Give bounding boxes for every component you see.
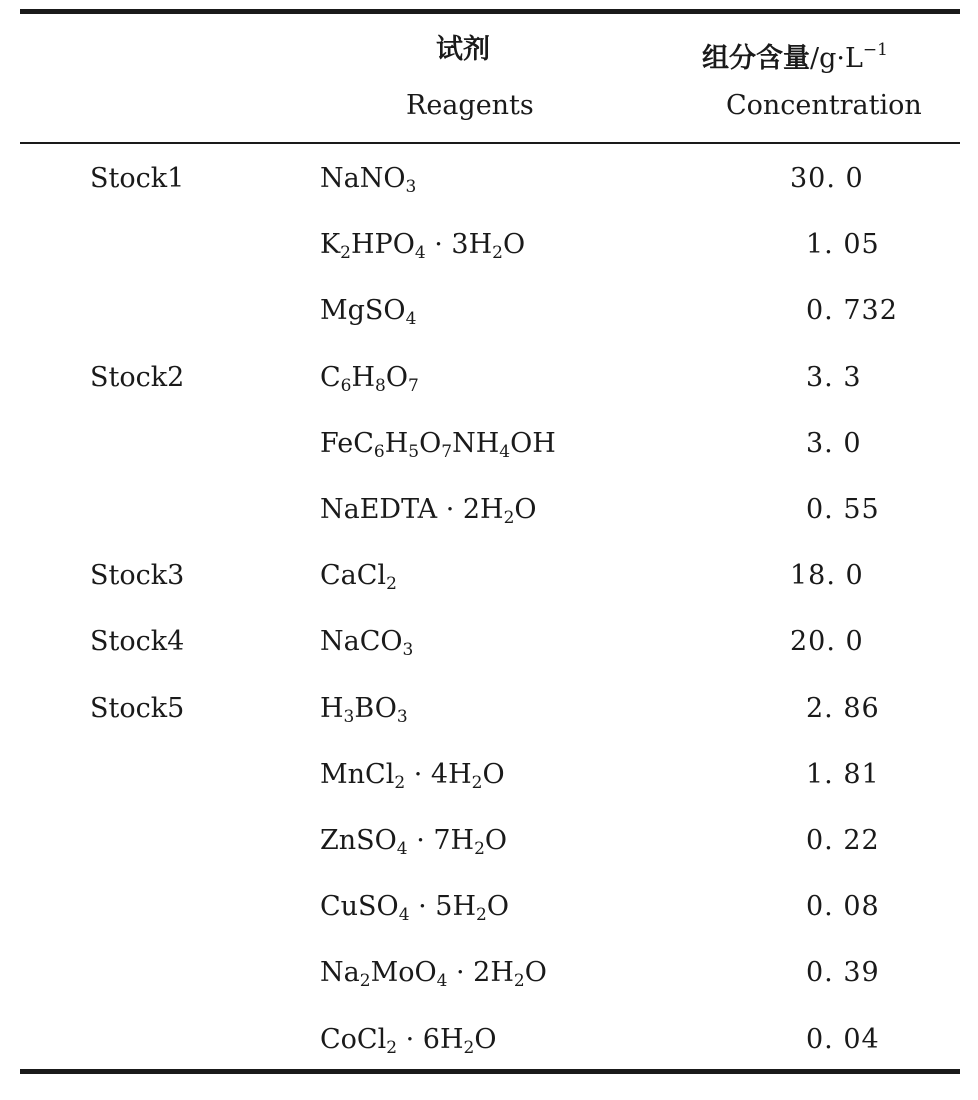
formula-text: O	[419, 427, 442, 459]
formula-subscript: 4	[499, 441, 511, 462]
concentration-value: 1. 81	[806, 758, 880, 790]
formula-text: · 5H	[409, 891, 476, 923]
reagent-formula	[320, 887, 509, 927]
concentration-value: 3. 3	[806, 361, 862, 393]
stock-label: Stock1	[90, 163, 185, 194]
formula-subscript: 6	[340, 375, 352, 396]
reagent-formula	[320, 689, 408, 729]
formula-subscript: 2	[503, 508, 515, 528]
table-row	[0, 277, 978, 343]
formula-text: NaNO	[320, 163, 406, 194]
reagent-formula	[320, 291, 416, 331]
table-row	[0, 542, 978, 608]
reagent-formula	[320, 953, 547, 993]
concentration-value: 20. 0	[790, 626, 864, 658]
stock-label: Stock4	[90, 626, 185, 658]
concentration-value: 30. 0	[790, 163, 864, 194]
header-reagents-cn: 试剂	[436, 34, 490, 65]
table-top-rule	[20, 9, 960, 14]
formula-text: MoO	[370, 957, 437, 989]
formula-text: O	[484, 825, 508, 856]
formula-subscript: 2	[463, 1037, 475, 1058]
table-row	[0, 211, 978, 277]
header-concentration-unit-text: /g·L	[810, 43, 863, 74]
formula-text: FeC	[320, 427, 374, 459]
reagent-formula	[320, 358, 419, 398]
reagent-formula	[320, 1020, 497, 1060]
formula-text: K	[320, 229, 341, 261]
formula-subscript: 2	[513, 971, 525, 992]
concentration-value: 3. 0	[806, 427, 862, 459]
formula-text: Na	[320, 957, 360, 989]
formula-text: O	[524, 957, 547, 989]
table-bottom-rule	[20, 1069, 960, 1074]
concentration-value: 18. 0	[790, 560, 864, 592]
formula-text: CuSO	[320, 891, 399, 923]
formula-text: NH	[452, 427, 500, 459]
table-row	[0, 145, 978, 211]
formula-subscript: 4	[398, 905, 410, 926]
reagent-formula	[320, 424, 556, 464]
formula-text: NaCO	[320, 626, 403, 658]
formula-subscript: 6	[373, 441, 385, 462]
table-row	[0, 939, 978, 1005]
formula-text: O	[486, 891, 509, 923]
formula-text: OH	[510, 427, 556, 459]
table-row	[0, 741, 978, 807]
formula-subscript: 2	[394, 772, 406, 793]
formula-subscript: 7	[441, 441, 453, 462]
formula-subscript: 7	[408, 375, 419, 396]
formula-subscript: 4	[436, 971, 448, 992]
concentration-value: 0. 04	[806, 1023, 880, 1055]
header-concentration-unit	[810, 40, 888, 74]
table-row	[0, 344, 978, 410]
formula-subscript: 3	[343, 706, 355, 727]
formula-subscript: 2	[386, 574, 397, 595]
formula-subscript: 3	[402, 640, 414, 661]
concentration-value: 0. 08	[806, 891, 880, 923]
header-reagents-en: Reagents	[406, 90, 534, 121]
reagent-formula	[320, 556, 397, 596]
concentration-value: 0. 39	[806, 957, 880, 989]
reagent-formula	[320, 755, 505, 795]
concentration-value: 2. 86	[806, 692, 880, 724]
formula-text: C	[320, 361, 341, 393]
header-concentration-en: Concentration	[726, 90, 922, 121]
formula-subscript: 3	[396, 706, 408, 727]
stock-label: Stock2	[90, 361, 185, 393]
table-row	[0, 410, 978, 476]
formula-text: · 7H	[407, 825, 475, 856]
header-concentration-cn	[702, 30, 888, 79]
header-concentration-unit-exp: −1	[862, 40, 888, 60]
formula-subscript: 4	[396, 839, 408, 859]
header-concentration-cn-text: 组分含量	[702, 43, 810, 74]
formula-subscript: 4	[405, 309, 417, 330]
table-row	[0, 675, 978, 741]
reagent-formula	[320, 622, 413, 662]
formula-subscript: 2	[471, 772, 483, 793]
formula-text: CaCl	[320, 560, 387, 592]
reagent-formula	[320, 225, 525, 265]
formula-text: MgSO	[320, 295, 406, 327]
formula-text: H	[351, 361, 376, 393]
reagent-formula	[320, 821, 507, 861]
concentration-value: 0. 732	[806, 295, 898, 327]
concentration-value: 0. 22	[806, 825, 880, 856]
formula-text: · 4H	[405, 758, 472, 790]
reagent-formula	[320, 159, 416, 199]
formula-subscript: 3	[405, 177, 417, 197]
stock-label: Stock5	[90, 692, 185, 724]
formula-subscript: 2	[340, 243, 351, 264]
formula-text: O	[503, 229, 526, 261]
concentration-value: 0. 55	[806, 494, 880, 525]
table-row	[0, 807, 978, 873]
formula-text: HPO	[351, 229, 415, 261]
formula-subscript: 2	[492, 243, 503, 264]
formula-text: ZnSO	[320, 825, 397, 856]
table-row	[0, 608, 978, 674]
formula-subscript: 2	[386, 1037, 398, 1058]
formula-text: H	[384, 427, 409, 459]
formula-text: · 6H	[397, 1023, 464, 1055]
formula-text: O	[482, 758, 505, 790]
formula-text: BO	[354, 692, 397, 724]
table-row	[0, 476, 978, 542]
formula-text: O	[385, 361, 409, 393]
formula-text: O	[514, 494, 537, 525]
formula-subscript: 4	[414, 243, 426, 264]
stock-label: Stock3	[90, 560, 185, 592]
formula-text: O	[474, 1023, 497, 1055]
formula-subscript: 5	[408, 441, 420, 462]
formula-text: NaEDTA · 2H	[320, 494, 504, 525]
formula-subscript: 2	[474, 839, 485, 859]
table-row	[0, 1006, 978, 1072]
formula-text: CoCl	[320, 1023, 387, 1055]
formula-subscript: 8	[375, 375, 386, 396]
table-row	[0, 873, 978, 939]
formula-subscript: 2	[476, 905, 487, 926]
header-divider-rule	[20, 142, 960, 144]
concentration-value: 1. 05	[806, 229, 880, 261]
formula-text: MnCl	[320, 758, 395, 790]
formula-text: · 3H	[425, 229, 493, 261]
reagent-formula	[320, 490, 537, 530]
formula-text: · 2H	[447, 957, 514, 989]
formula-subscript: 2	[359, 971, 371, 992]
formula-text: H	[320, 692, 344, 724]
